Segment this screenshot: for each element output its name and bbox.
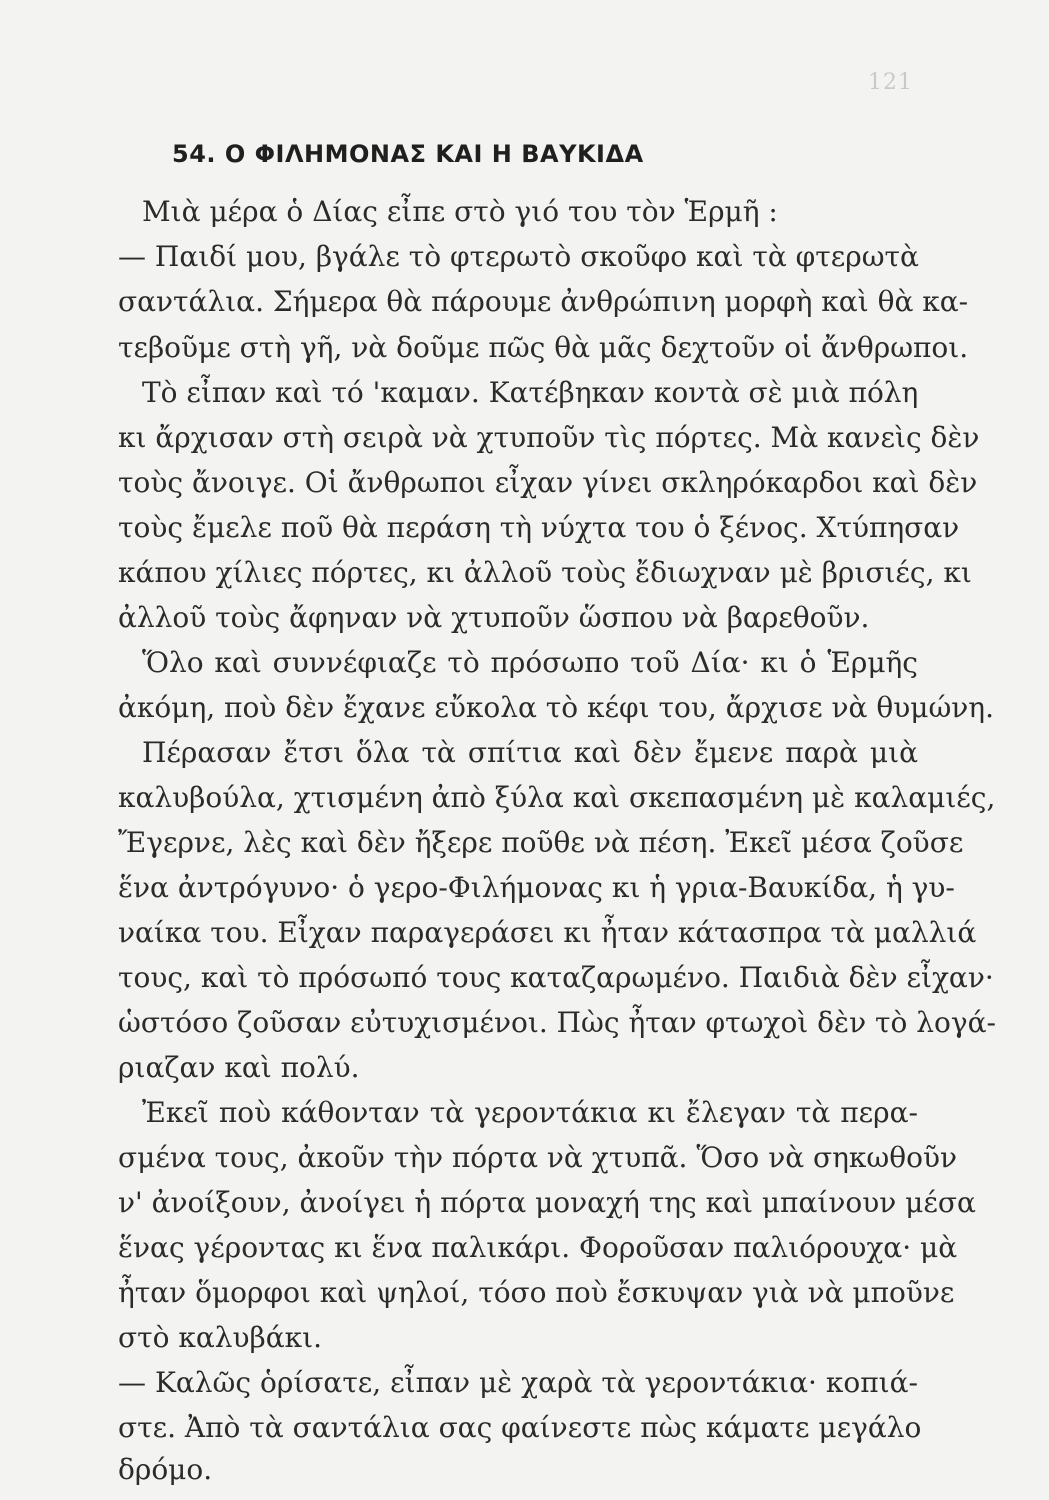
- text-line: ριαζαν καὶ πολύ.: [118, 1051, 360, 1084]
- text-line: Μιὰ μέρα ὁ Δίας εἶπε στὸ γιό του τὸν Ἑρμῆ :: [142, 195, 778, 228]
- text-line: Ὅλο καὶ συννέφιαζε τὸ πρόσωπο τοῦ Δία· κι ὁ Ἑρμῆς: [142, 646, 918, 679]
- text-line: στὸ καλυβάκι.: [118, 1321, 323, 1354]
- text-line: τους, καὶ τὸ πρόσωπό τους καταζαρωμένο. Παιδιὰ δὲν εἶχαν·: [118, 961, 994, 994]
- chapter-title: 54. Ο ΦΙΛΗΜΟΝΑΣ ΚΑΙ Η ΒΑΥΚΙΔΑ: [172, 140, 644, 168]
- text-line: κάπου χίλιες πόρτες, κι ἀλλοῦ τοὺς ἔδιωχναν μὲ βρισιές, κι: [118, 556, 972, 589]
- text-line: σμένα τους, ἀκοῦν τὴν πόρτα νὰ χτυπᾶ. Ὅσο νὰ σηκωθοῦν: [118, 1141, 958, 1174]
- text-line: Πέρασαν ἔτσι ὅλα τὰ σπίτια καὶ δὲν ἔμενε παρὰ μιὰ: [142, 736, 918, 769]
- page-number: 121: [868, 70, 913, 95]
- text-line: σαντάλια. Σήμερα θὰ πάρουμε ἀνθρώπινη μορφὴ καὶ θὰ κα-: [118, 285, 969, 318]
- text-line: κι ἄρχισαν στὴ σειρὰ νὰ χτυποῦν τὶς πόρτες. Μὰ κανεὶς δὲν: [118, 421, 980, 454]
- text-line: καλυβούλα, χτισμένη ἀπὸ ξύλα καὶ σκεπασμένη μὲ καλαμιές,: [118, 781, 996, 814]
- text-line: ἦταν ὅμορφοι καὶ ψηλοί, τόσο ποὺ ἔσκυψαν γιὰ νὰ μποῦνε: [118, 1276, 955, 1309]
- text-line: τοὺς ἄνοιγε. Οἱ ἄνθρωποι εἶχαν γίνει σκληρόκαρδοι καὶ δὲν: [118, 466, 978, 499]
- text-line: ὡστόσο ζοῦσαν εὐτυχισμένοι. Πὼς ἦταν φτωχοὶ δὲν τὸ λογά-: [118, 1006, 996, 1039]
- text-line: ἀκόμη, ποὺ δὲν ἔχανε εὔκολα τὸ κέφι του, ἄρχισε νὰ θυμώνη.: [118, 691, 994, 724]
- text-line: — Καλῶς ὁρίσατε, εἶπαν μὲ χαρὰ τὰ γεροντάκια· κοπιά-: [118, 1366, 918, 1399]
- text-line: Τὸ εἶπαν καὶ τό 'καμαν. Κατέβηκαν κοντὰ σὲ μιὰ πόλη: [142, 376, 919, 409]
- text-line: ν' ἀνοίξουν, ἀνοίγει ἡ πόρτα μοναχή της καὶ μπαίνουν μέσα: [118, 1186, 976, 1219]
- text-line: — Παιδί μου, βγάλε τὸ φτερωτὸ σκοῦφο καὶ τὰ φτερωτὰ: [118, 240, 919, 273]
- text-line: στε. Ἀπὸ τὰ σαντάλια σας φαίνεστε πὼς κάματε μεγάλο: [118, 1411, 922, 1444]
- text-line: τοὺς ἔμελε ποῦ θὰ περάση τὴ νύχτα του ὁ ξένος. Χτύπησαν: [118, 511, 960, 544]
- text-line: τεβοῦμε στὴ γῆ, νὰ δοῦμε πῶς θὰ μᾶς δεχτοῦν οἱ ἄνθρωποι.: [118, 331, 969, 364]
- text-line: Ἔγερνε, λὲς καὶ δὲν ἤξερε ποῦθε νὰ πέση. Ἐκεῖ μέσα ζοῦσε: [118, 826, 964, 859]
- text-line: Ἐκεῖ ποὺ κάθονταν τὰ γεροντάκια κι ἔλεγαν τὰ περα-: [142, 1096, 918, 1129]
- text-line: ἕνας γέροντας κι ἕνα παλικάρι. Φοροῦσαν παλιόρουχα· μὰ: [118, 1231, 958, 1264]
- text-line: ἕνα ἀντρόγυνο· ὁ γερο-Φιλήμονας κι ἡ γρια-Βαυκίδα, ἡ γυ-: [118, 871, 955, 904]
- text-line: ναίκα του. Εἶχαν παραγεράσει κι ἦταν κάτασπρα τὰ μαλλιά: [118, 916, 977, 949]
- text-line: ἀλλοῦ τοὺς ἄφηναν νὰ χτυποῦν ὥσπου νὰ βαρεθοῦν.: [118, 601, 870, 634]
- text-line: δρόμο.: [118, 1453, 213, 1486]
